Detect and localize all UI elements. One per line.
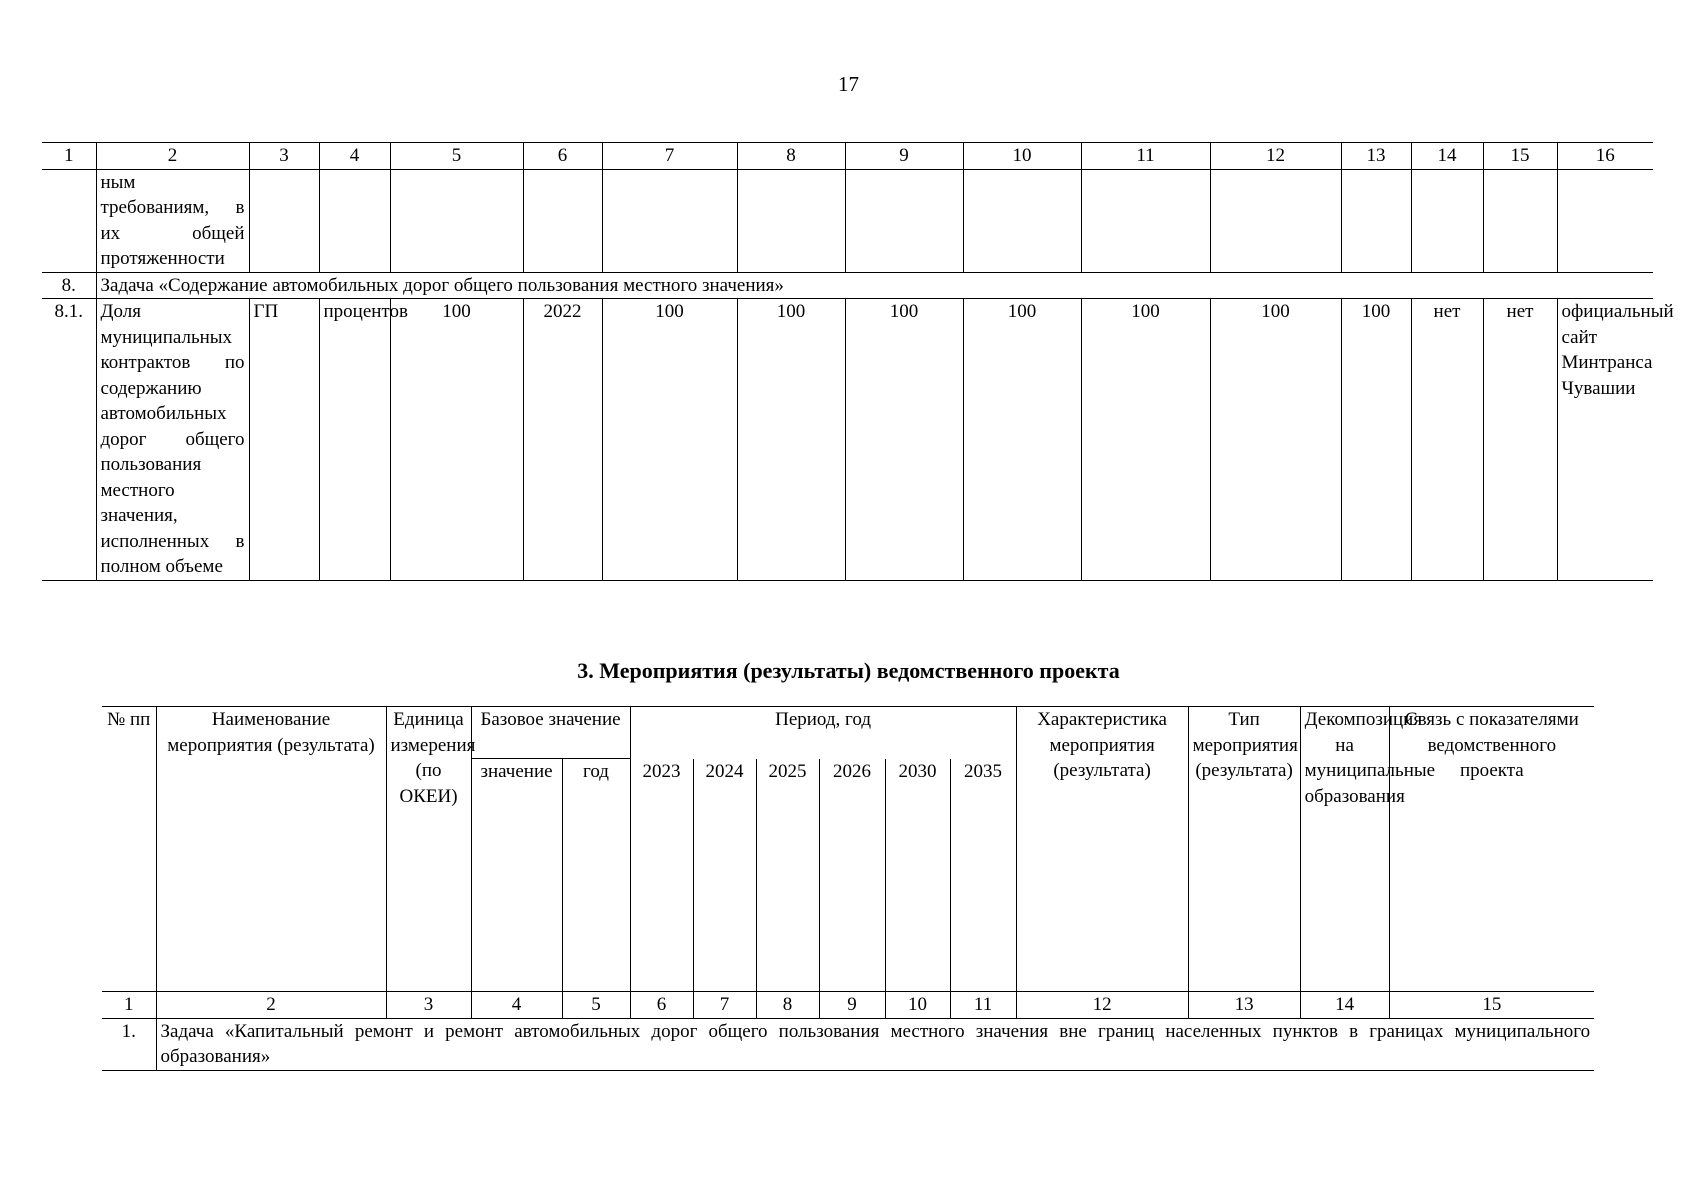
column-number: 7 <box>693 992 756 1019</box>
column-number: 10 <box>963 143 1081 170</box>
column-number: 13 <box>1341 143 1411 170</box>
column-number-row <box>42 143 1653 170</box>
cell <box>963 169 1081 272</box>
cell <box>737 169 845 272</box>
period-value: 100 <box>963 299 1081 581</box>
activities-table <box>102 706 1594 1071</box>
column-number: 4 <box>471 992 562 1019</box>
column-number: 6 <box>523 143 602 170</box>
column-number-row <box>102 992 1594 1019</box>
indicator-unit: процентов <box>319 299 390 581</box>
column-number: 12 <box>1016 992 1188 1019</box>
cell <box>1341 169 1411 272</box>
task-row <box>42 272 1653 299</box>
column-number: 8 <box>737 143 845 170</box>
column-number: 16 <box>1557 143 1653 170</box>
base-value: 100 <box>390 299 523 581</box>
cell <box>42 169 96 272</box>
column-number: 1 <box>102 992 156 1019</box>
header-num: № пп <box>102 707 156 992</box>
header-type: Тип мероприятия (результата) <box>1188 707 1300 992</box>
header-year: 2035 <box>950 759 1016 992</box>
column-number: 6 <box>630 992 693 1019</box>
indicator-name: Доля муниципальных контрактов по содержанию автомобильных дорог общего пользования местного значения, исполненных в полном объеме <box>96 299 249 581</box>
column-number: 7 <box>602 143 737 170</box>
task-number: 8. <box>42 272 96 299</box>
continuation-row <box>42 169 1653 272</box>
indicator-number: 8.1. <box>42 299 96 581</box>
task-row <box>102 1018 1594 1070</box>
indicator-level: ГП <box>249 299 319 581</box>
indicators-table <box>42 142 1674 581</box>
period-value: 100 <box>737 299 845 581</box>
column-number: 4 <box>319 143 390 170</box>
period-value: 100 <box>1210 299 1341 581</box>
indicator-row <box>42 299 1653 581</box>
header-year: 2024 <box>693 759 756 992</box>
column-number: 15 <box>1389 992 1594 1019</box>
cell <box>1210 169 1341 272</box>
column-number: 11 <box>1081 143 1210 170</box>
column-number: 2 <box>156 992 386 1019</box>
column-number: 11 <box>950 992 1016 1019</box>
column-number: 3 <box>386 992 471 1019</box>
column-number: 5 <box>562 992 630 1019</box>
cell <box>1081 169 1210 272</box>
column-number: 13 <box>1188 992 1300 1019</box>
column-number: 10 <box>885 992 950 1019</box>
info-source: официальный сайт Минтранса Чувашии <box>1557 299 1653 581</box>
cell <box>845 169 963 272</box>
cell <box>319 169 390 272</box>
header-unit: Единица измерения (по ОКЕИ) <box>386 707 471 992</box>
task-text: Задача «Капитальный ремонт и ремонт автомобильных дорог общего пользования местного значения вне границ населенных пунктов в границах муниципального образования» <box>156 1018 1594 1070</box>
cell <box>523 169 602 272</box>
column-number: 3 <box>249 143 319 170</box>
column-number: 14 <box>1300 992 1389 1019</box>
flag-14: нет <box>1411 299 1483 581</box>
column-number: 14 <box>1411 143 1483 170</box>
flag-15: нет <box>1483 299 1557 581</box>
period-value: 100 <box>1341 299 1411 581</box>
section-title: 3. Мероприятия (результаты) ведомственного проекта <box>577 658 1120 683</box>
header-base-year: год <box>562 759 630 992</box>
header-year: 2026 <box>819 759 885 992</box>
header-period: Период, год <box>630 707 1016 759</box>
header-link: Связь с показателями ведомственного проекта <box>1389 707 1594 992</box>
column-number: 9 <box>819 992 885 1019</box>
header-base: Базовое значение <box>471 707 630 759</box>
cell <box>1411 169 1483 272</box>
header-year: 2025 <box>756 759 819 992</box>
cell <box>1483 169 1557 272</box>
task-text: Задача «Содержание автомобильных дорог общего пользования местного значения» <box>96 272 1653 299</box>
column-number: 1 <box>42 143 96 170</box>
cell <box>1557 169 1653 272</box>
header-base-value: значение <box>471 759 562 992</box>
task-number: 1. <box>102 1018 156 1070</box>
header-decomposition: Декомпозиция на муниципальные образования <box>1300 707 1389 992</box>
column-number: 5 <box>390 143 523 170</box>
period-value: 100 <box>845 299 963 581</box>
header-year: 2030 <box>885 759 950 992</box>
period-value: 100 <box>602 299 737 581</box>
cell <box>249 169 319 272</box>
cell <box>602 169 737 272</box>
column-number: 8 <box>756 992 819 1019</box>
column-number: 15 <box>1483 143 1557 170</box>
column-number: 2 <box>96 143 249 170</box>
cell <box>390 169 523 272</box>
column-number: 9 <box>845 143 963 170</box>
header-name: Наименование мероприятия (результата) <box>156 707 386 992</box>
base-year: 2022 <box>523 299 602 581</box>
period-value: 100 <box>1081 299 1210 581</box>
column-number: 12 <box>1210 143 1341 170</box>
header-year: 2023 <box>630 759 693 992</box>
header-characteristic: Характеристика мероприятия (результата) <box>1016 707 1188 992</box>
page-number: 17 <box>838 72 859 96</box>
indicator-name-continuation: ным требованиям, в их общей протяженности <box>96 169 249 272</box>
header-row-1 <box>102 707 1594 759</box>
